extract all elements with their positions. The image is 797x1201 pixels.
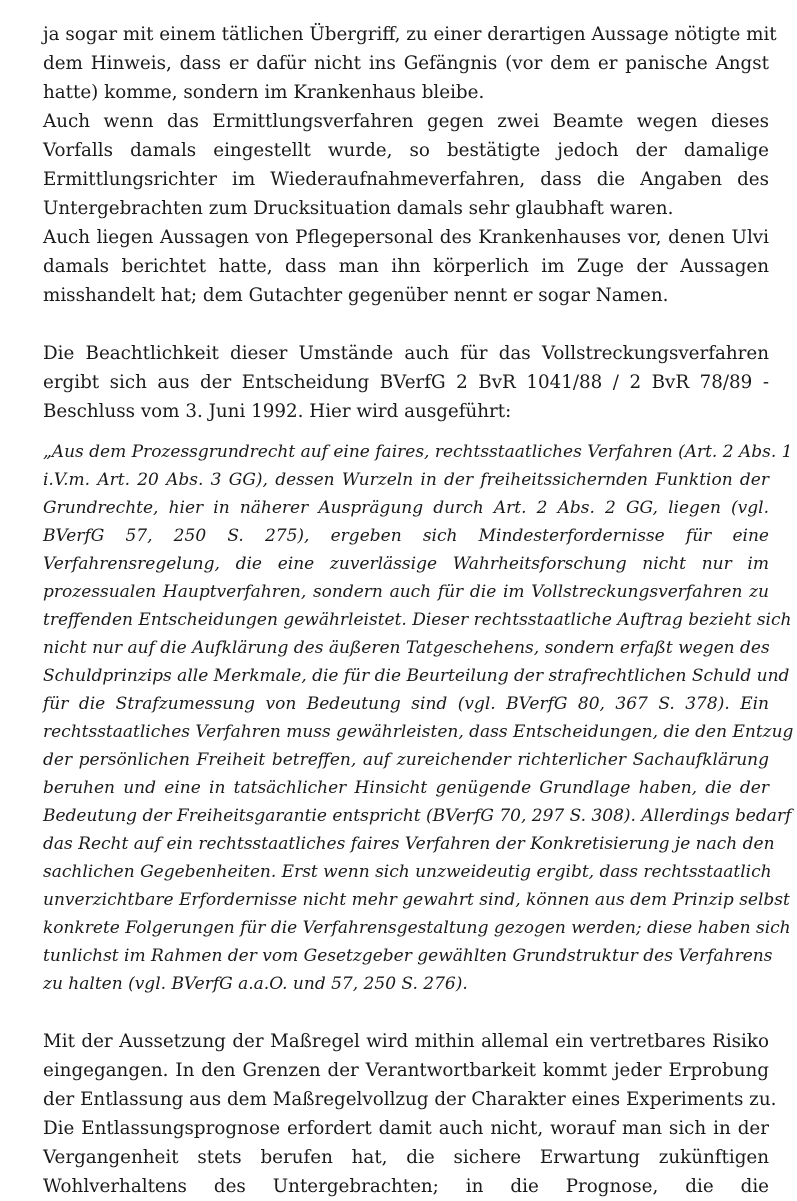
text-line: Beschluss vom 3. Juni 1992. Hier wird ausgeführt: (43, 401, 512, 422)
quote-line: zu halten (vgl. BVerfG a.a.O. und 57, 250 S. 276). (43, 974, 468, 994)
quote-line: „Aus dem Prozessgrundrecht auf eine faires, rechtsstaatliches Verfahren (Art. 2 Abs. 1 (43, 442, 793, 462)
quote-line: prozessualen Hauptverfahren, sondern auch für die im Vollstreckungsverfahren zu (43, 582, 769, 602)
quote-line: treffenden Entscheidungen gewährleistet. Dieser rechtsstaatliche Auftrag bezieht sich (43, 610, 792, 630)
text-line: Vergangenheit stets berufen hat, die sichere Erwartung zukünftigen (43, 1147, 769, 1168)
text-line: hatte) komme, sondern im Krankenhaus bleibe. (43, 82, 485, 103)
text-line: dem Hinweis, dass er dafür nicht ins Gefängnis (vor dem er panische Angst (43, 53, 769, 74)
closing-paragraph (43, 1027, 777, 1201)
paragraph-2 (43, 107, 769, 223)
quote-line: i.V.m. Art. 20 Abs. 3 GG), dessen Wurzeln in der freiheitssichernden Funktion der (43, 470, 769, 490)
text-line: der Entlassung aus dem Maßregelvollzug der Charakter eines Experiments zu. (43, 1089, 777, 1110)
paragraph-1 (43, 20, 777, 107)
text-line: Die Beachtlichkeit dieser Umstände auch für das Vollstreckungsverfahren (43, 343, 769, 364)
quote-line: BVerfG 57, 250 S. 275), ergeben sich Mindesterfordernisse für eine (43, 526, 769, 546)
text-line: eingegangen. In den Grenzen der Verantwortbarkeit kommt jeder Erprobung (43, 1060, 769, 1081)
quote-line: sachlichen Gegebenheiten. Erst wenn sich unzweideutig ergibt, dass rechtsstaatlich (43, 862, 772, 882)
quote-line: Verfahrensregelung, die eine zuverlässige Wahrheitsforschung nicht nur im (43, 554, 769, 574)
quote-line: konkrete Folgerungen für die Verfahrensgestaltung gezogen werden; diese haben sich (43, 918, 791, 938)
text-line: Auch wenn das Ermittlungsverfahren gegen zwei Beamte wegen dieses (43, 111, 769, 132)
paragraph-spacer (43, 998, 769, 1027)
paragraph-spacer (43, 310, 769, 339)
quote-line: tunlichst im Rahmen der vom Gesetzgeber gewählten Grundstruktur des Verfahrens (43, 946, 773, 966)
document-page (43, 20, 794, 1201)
quote-line: Grundrechte, hier in näherer Ausprägung durch Art. 2 Abs. 2 GG, liegen (vgl. (43, 498, 769, 518)
quote-line: Bedeutung der Freiheitsgarantie entspricht (BVerfG 70, 297 S. 308). Allerdings bedarf (43, 806, 792, 826)
text-line: ja sogar mit einem tätlichen Übergriff, zu einer derartigen Aussage nötigte mit (43, 24, 777, 45)
text-line: Untergebrachten zum Drucksituation damals sehr glaubhaft waren. (43, 198, 674, 219)
paragraph-3 (43, 223, 769, 310)
text-line: Die Entlassungsprognose erfordert damit auch nicht, worauf man sich in der (43, 1118, 769, 1139)
quote-line: Schuldprinzips alle Merkmale, die für die Beurteilung der strafrechtlichen Schuld und (43, 666, 790, 686)
quote-line: für die Strafzumessung von Bedeutung sind (vgl. BVerfG 80, 367 S. 378). Ein (43, 694, 769, 714)
paragraph-spacer (43, 426, 769, 438)
quote-line: rechtsstaatliches Verfahren muss gewährleisten, dass Entscheidungen, die den Entzug (43, 722, 794, 742)
text-line: misshandelt hat; dem Gutachter gegenüber nennt er sogar Namen. (43, 285, 669, 306)
paragraph-4 (43, 339, 769, 426)
court-quote (43, 438, 794, 998)
text-line: Ermittlungsrichter im Wiederaufnahmeverfahren, dass die Angaben des (43, 169, 769, 190)
text-line: damals berichtet hatte, dass man ihn körperlich im Zuge der Aussagen (43, 256, 769, 277)
quote-line: das Recht auf ein rechtsstaatliches faires Verfahren der Konkretisierung je nach den (43, 834, 775, 854)
quote-line: unverzichtbare Erfordernisse nicht mehr gewahrt sind, können aus dem Prinzip selbst (43, 890, 790, 910)
quote-line: nicht nur auf die Aufklärung des äußeren Tatgeschehens, sondern erfaßt wegen des (43, 638, 770, 658)
text-line: Auch liegen Aussagen von Pflegepersonal des Krankenhauses vor, denen Ulvi (43, 227, 769, 248)
text-line: Vorfalls damals eingestellt wurde, so bestätigte jedoch der damalige (43, 140, 769, 161)
text-line: ergibt sich aus der Entscheidung BVerfG 2 BvR 1041/88 / 2 BvR 78/89 - (43, 372, 769, 393)
quote-line: der persönlichen Freiheit betreffen, auf zureichender richterlicher Sachaufklärung (43, 750, 769, 770)
text-line: Wohlverhaltens des Untergebrachten; in die Prognose, die die (43, 1176, 769, 1197)
quote-line: beruhen und eine in tatsächlicher Hinsicht genügende Grundlage haben, die der (43, 778, 769, 798)
text-line: Mit der Aussetzung der Maßregel wird mithin allemal ein vertretbares Risiko (43, 1031, 769, 1052)
